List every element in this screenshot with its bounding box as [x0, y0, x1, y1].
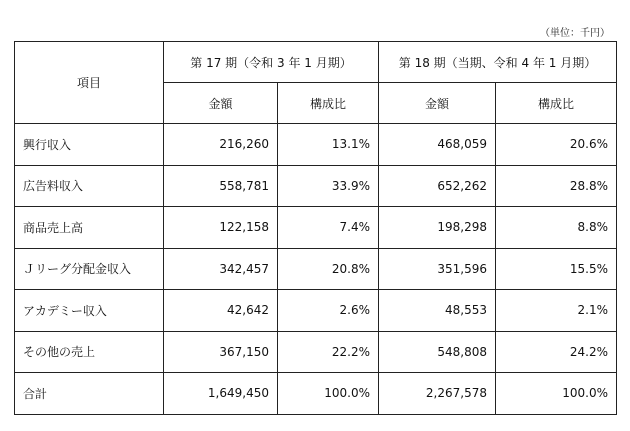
revenue-table	[14, 41, 617, 415]
table-row	[15, 331, 617, 373]
header-p17-ratio: 構成比	[278, 83, 379, 124]
table-row	[15, 290, 617, 332]
table-row	[15, 124, 617, 166]
p18-amount: 468,059	[379, 124, 496, 166]
p18-amount: 548,808	[379, 331, 496, 373]
table-row-total	[15, 373, 617, 415]
row-item: 商品売上高	[15, 207, 164, 249]
p18-ratio: 28.8%	[496, 165, 617, 207]
p18-ratio: 15.5%	[496, 248, 617, 290]
p17-ratio: 13.1%	[278, 124, 379, 166]
row-item: 広告料収入	[15, 165, 164, 207]
p18-amount: 351,596	[379, 248, 496, 290]
p17-amount: 558,781	[164, 165, 278, 207]
p17-ratio: 20.8%	[278, 248, 379, 290]
p17-amount: 367,150	[164, 331, 278, 373]
row-item: 合計	[15, 373, 164, 415]
header-item: 項目	[15, 42, 164, 124]
p18-ratio: 24.2%	[496, 331, 617, 373]
p18-ratio: 2.1%	[496, 290, 617, 332]
p18-ratio: 20.6%	[496, 124, 617, 166]
p17-ratio: 2.6%	[278, 290, 379, 332]
header-period-17: 第 17 期（令和 3 年 1 月期）	[164, 42, 379, 83]
header-p17-amount: 金額	[164, 83, 278, 124]
p17-amount: 216,260	[164, 124, 278, 166]
row-item: 興行収入	[15, 124, 164, 166]
header-period-18: 第 18 期（当期、令和 4 年 1 月期）	[379, 42, 617, 83]
header-p18-amount: 金額	[379, 83, 496, 124]
row-item: その他の売上	[15, 331, 164, 373]
p18-amount: 198,298	[379, 207, 496, 249]
p18-ratio: 100.0%	[496, 373, 617, 415]
p17-ratio: 7.4%	[278, 207, 379, 249]
p18-amount: 2,267,578	[379, 373, 496, 415]
p17-amount: 42,642	[164, 290, 278, 332]
p17-ratio: 22.2%	[278, 331, 379, 373]
table-row	[15, 207, 617, 249]
row-item: Ｊリーグ分配金収入	[15, 248, 164, 290]
p17-ratio: 100.0%	[278, 373, 379, 415]
p17-ratio: 33.9%	[278, 165, 379, 207]
table-row	[15, 248, 617, 290]
unit-note: （単位：千円）	[540, 28, 610, 39]
p17-amount: 1,649,450	[164, 373, 278, 415]
row-item: アカデミー収入	[15, 290, 164, 332]
p18-amount: 48,553	[379, 290, 496, 332]
table-row	[15, 165, 617, 207]
p17-amount: 122,158	[164, 207, 278, 249]
p18-ratio: 8.8%	[496, 207, 617, 249]
header-p18-ratio: 構成比	[496, 83, 617, 124]
p18-amount: 652,262	[379, 165, 496, 207]
p17-amount: 342,457	[164, 248, 278, 290]
